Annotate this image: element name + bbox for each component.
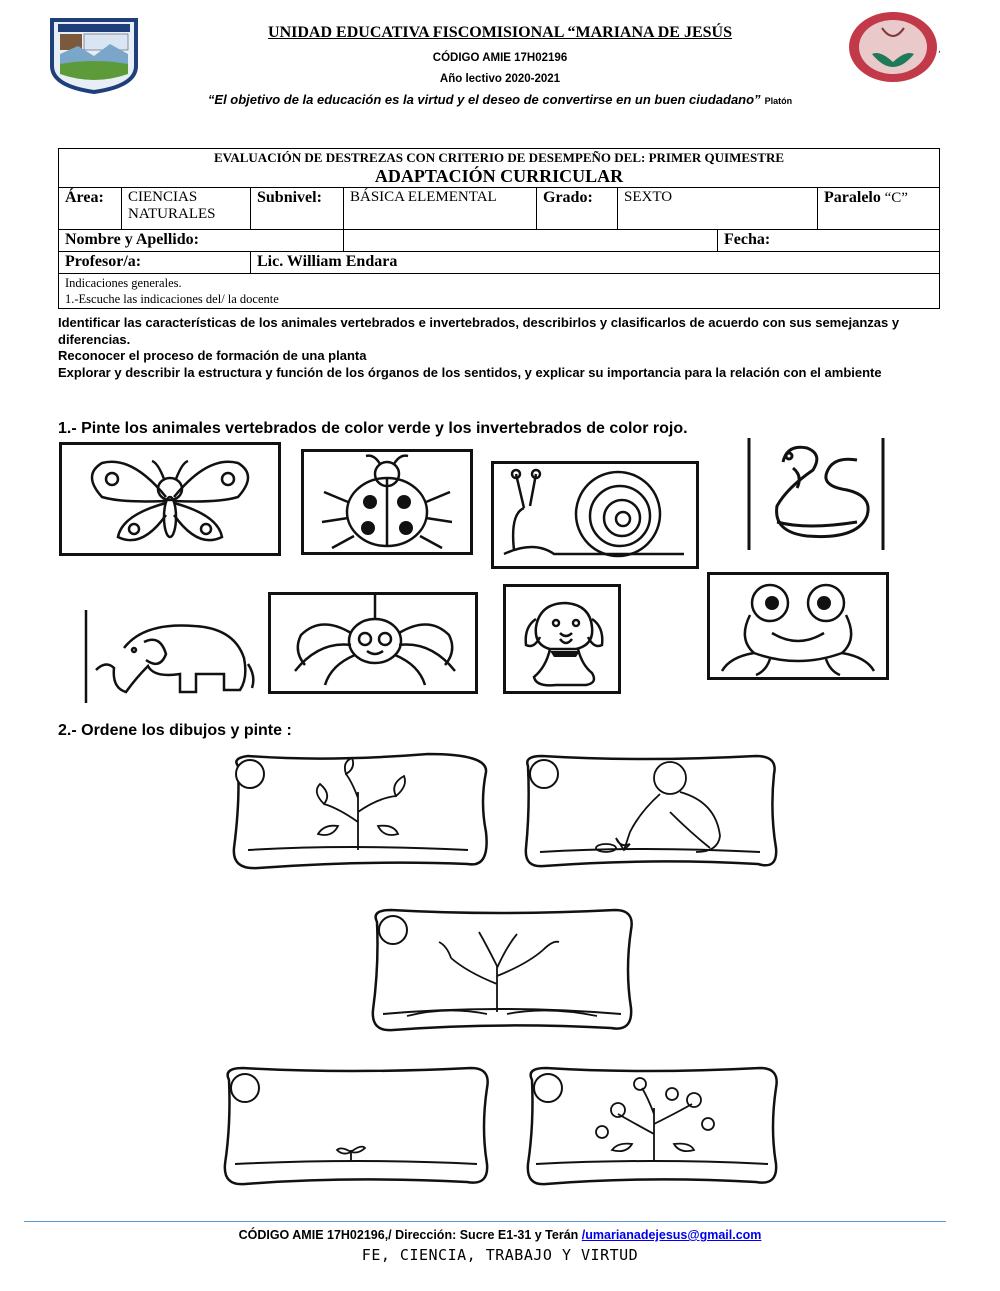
- area-value: CIENCIAS NATURALES: [122, 188, 251, 230]
- grado-label: Grado:: [537, 188, 618, 230]
- date-cell[interactable]: [718, 230, 940, 252]
- snake-image[interactable]: [747, 436, 885, 550]
- plant-with-leaves-panel[interactable]: [228, 752, 490, 872]
- frog-image[interactable]: [707, 572, 889, 680]
- elephant-image[interactable]: [84, 608, 262, 703]
- question-1: 1.- Pinte los animales vertebrados de color verde y los invertebrados de color rojo.: [58, 420, 688, 437]
- flowering-plant-panel[interactable]: [522, 1064, 782, 1188]
- curricular-adaptation-title: ADAPTACIÓN CURRICULAR: [374, 166, 624, 186]
- date-label: Fecha:: [724, 231, 771, 248]
- evaluation-title: EVALUACIÓN DE DESTREZAS CON CRITERIO DE DESEMPEÑO DEL: PRIMER QUIMESTRE: [213, 150, 785, 165]
- sprout-panel[interactable]: [219, 1064, 493, 1188]
- school-year: Año lectivo 2020-2021: [439, 73, 561, 85]
- svg-text:,: ,: [938, 45, 941, 55]
- area-label: Área:: [59, 188, 122, 230]
- bare-tree-panel[interactable]: [367, 906, 637, 1036]
- question-2: 2.- Ordene los dibujos y pinte :: [58, 722, 292, 739]
- paralelo-cell: [818, 188, 940, 230]
- snail-image[interactable]: [491, 461, 699, 569]
- dog-image[interactable]: [503, 584, 621, 694]
- evaluation-info-table: [58, 148, 940, 309]
- instructions-cell: [59, 274, 940, 309]
- objective-3: Explorar y describir la estructura y función de los órganos de los sentidos, y explicar su importancia para la relación con el ambiente: [58, 365, 882, 380]
- footer-address: [0, 1228, 1000, 1242]
- header-quote: [0, 92, 1000, 107]
- institution-title: UNIDAD EDUCATIVA FISCOMISIONAL “MARIANA DE JESÚS: [268, 24, 732, 41]
- objective-1: Identificar las características de los animales vertebrados e invertebrados, describirlos y clasificarlos de acuerdo con sus semejanzas y diferencias.: [58, 315, 900, 347]
- footer-divider: [24, 1221, 946, 1222]
- paralelo-value: “C”: [884, 190, 908, 206]
- subnivel-value: BÁSICA ELEMENTAL: [344, 188, 537, 230]
- ladybug-image[interactable]: [301, 449, 473, 555]
- spider-image[interactable]: [268, 592, 478, 694]
- name-label: Nombre y Apellido:: [59, 230, 344, 252]
- subnivel-label: Subnivel:: [251, 188, 344, 230]
- paralelo-label: Paralelo: [824, 189, 881, 206]
- footer-motto: FE, CIENCIA, TRABAJO Y VIRTUD: [361, 1246, 639, 1264]
- table-heading-cell: [59, 149, 940, 188]
- objective-2: Reconocer el proceso de formación de una planta: [58, 348, 367, 363]
- teacher-value: Lic. William Endara: [251, 252, 940, 274]
- footer-email-link[interactable]: /umarianadejesus@gmail.com: [581, 1228, 762, 1242]
- name-field[interactable]: [344, 230, 718, 252]
- butterfly-image[interactable]: [59, 442, 281, 556]
- grado-value: SEXTO: [618, 188, 818, 230]
- teacher-label: Profesor/a:: [59, 252, 251, 274]
- general-instructions: Indicaciones generales.: [65, 276, 182, 290]
- instruction-1: 1.-Escuche las indicaciones del/ la docente: [65, 292, 279, 306]
- boy-planting-seed-panel[interactable]: [520, 752, 780, 872]
- amie-code: CÓDIGO AMIE 17H02196: [432, 52, 568, 64]
- footer-address-text: CÓDIGO AMIE 17H02196,/ Dirección: Sucre E1-31 y Terán: [238, 1228, 582, 1242]
- quote-author: Platón: [764, 96, 793, 106]
- quote-text: “El objetivo de la educación es la virtud y el deseo de convertirse en un buen ciudadano”: [207, 92, 761, 107]
